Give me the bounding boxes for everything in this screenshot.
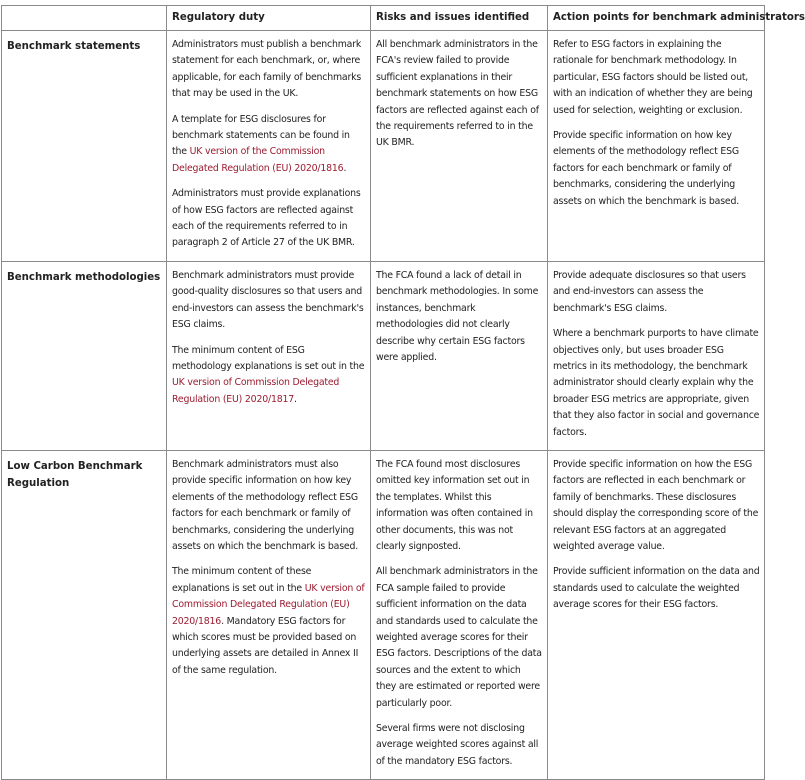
risk-paragraph: The FCA found most disclosures omitted key information set out in the templates. Whilst this information was often contained in other documents, this was not clearly signposted.	[376, 458, 533, 552]
header-empty	[2, 6, 167, 31]
action-paragraph: Provide sufficient information on the data and standards used to calculate the weighted average scores for their ESG factors.	[553, 566, 760, 611]
regulatory-duty-cell	[167, 31, 371, 262]
risk-paragraph: All benchmark administrators in the FCA's review failed to provide sufficient explanations in their benchmark statements on how ESG factors are reflected against each of the requirements referred to in the UK BMR.	[376, 39, 539, 149]
duty-paragraph: Administrators must publish a benchmark statement for each benchmark, or, where applicable, for each family of benchmarks that may be used in the UK.	[172, 39, 362, 100]
regulation-link[interactable]: UK version of Commission Delegated Regulation (EU) 2020/1816	[172, 582, 365, 627]
header-risks: Risks and issues identified	[371, 6, 548, 31]
risk-paragraph: The FCA found a lack of detail in benchmark methodologies. In some instances, benchmark methodologies did not clearly describe why certain ESG factors were applied.	[376, 269, 539, 363]
table-row	[2, 261, 765, 450]
duty-paragraph: Benchmark administrators must also provide specific information on how key elements of the methodology reflect ESG factors for each benchmark or family of benchmarks, considering the underlying assets on which the benchmark is based.	[172, 458, 358, 552]
table-row	[2, 450, 765, 779]
actions-cell	[548, 31, 765, 262]
table-row	[2, 31, 765, 262]
duty-paragraph: The minimum content of ESG methodology explanations is set out in the UK version of Commission Delegated Regulation (EU) 2020/1817.	[172, 344, 365, 405]
regulation-link[interactable]: UK version of Commission Delegated Regulation (EU) 2020/1817	[172, 377, 340, 405]
duty-paragraph: Administrators must provide explanations of how ESG factors are reflected against each of the requirements referred to in paragraph 2 of Article 27 of the UK BMR.	[172, 188, 361, 249]
header-row	[2, 6, 765, 31]
action-paragraph: Where a benchmark purports to have climate objectives only, but uses broader ESG metrics in its methodology, the benchmark administrator should clearly explain why the broader ESG metrics are appropriate, given that they also factor in social and governance factors.	[553, 328, 760, 438]
duty-paragraph: The minimum content of these explanations is set out in the UK version of Commission Delegated Regulation (EU) 2020/1816. Mandatory ESG factors for which scores must be provided based on underlying assets are detailed in Annex II of the same regulation.	[172, 566, 365, 676]
risk-paragraph: All benchmark administrators in the FCA sample failed to provide sufficient information on the data and standards used to calculate the weighted average scores for their ESG factors. Descriptions of the data sources and the extent to which they are estimated or reported were particularly poor.	[376, 566, 542, 709]
regulatory-table	[1, 5, 805, 780]
action-paragraph: Refer to ESG factors in explaining the rationale for benchmark methodology. In particular, ESG factors should be listed out, with an indication of whether they are being used for selection, weighting or exclusion.	[553, 39, 753, 116]
action-paragraph: Provide specific information on how the ESG factors are reflected in each benchmark or family of benchmarks. These disclosures should display the corresponding score of the relevant ESG factors at an aggregated weighted average value.	[553, 458, 759, 552]
risk-paragraph: Several firms were not disclosing average weighted scores against all of the mandatory ESG factors.	[376, 723, 539, 767]
row-label: Benchmark statements	[2, 31, 167, 262]
action-paragraph: Provide specific information on how key elements of the methodology reflect ESG factors for each benchmark or family of benchmarks, considering the underlying assets on which the benchmark is based.	[553, 130, 739, 207]
regulatory-duty-cell	[167, 450, 371, 779]
duty-paragraph: A template for ESG disclosures for benchmark statements can be found in the UK version of the Commission Delegated Regulation (EU) 2020/1816.	[172, 113, 350, 174]
action-paragraph: Provide adequate disclosures so that users and end-investors can assess the benchmark's ESG claims.	[553, 269, 746, 314]
regulation-link[interactable]: UK version of the Commission Delegated Regulation (EU) 2020/1816	[172, 146, 344, 174]
actions-cell	[548, 261, 765, 450]
actions-cell	[548, 450, 765, 779]
row-label: Low Carbon Benchmark Regulation	[2, 450, 167, 779]
risks-cell	[371, 450, 548, 779]
regulatory-duty-cell	[167, 261, 371, 450]
header-action-points: Action points for benchmark administrators	[548, 6, 765, 31]
row-label: Benchmark methodologies	[2, 261, 167, 450]
header-regulatory-duty: Regulatory duty	[167, 6, 371, 31]
risks-cell	[371, 31, 548, 262]
duty-paragraph: Benchmark administrators must provide good-quality disclosures so that users and end-investors can assess the benchmark's ESG claims.	[172, 269, 364, 331]
risks-cell	[371, 261, 548, 450]
